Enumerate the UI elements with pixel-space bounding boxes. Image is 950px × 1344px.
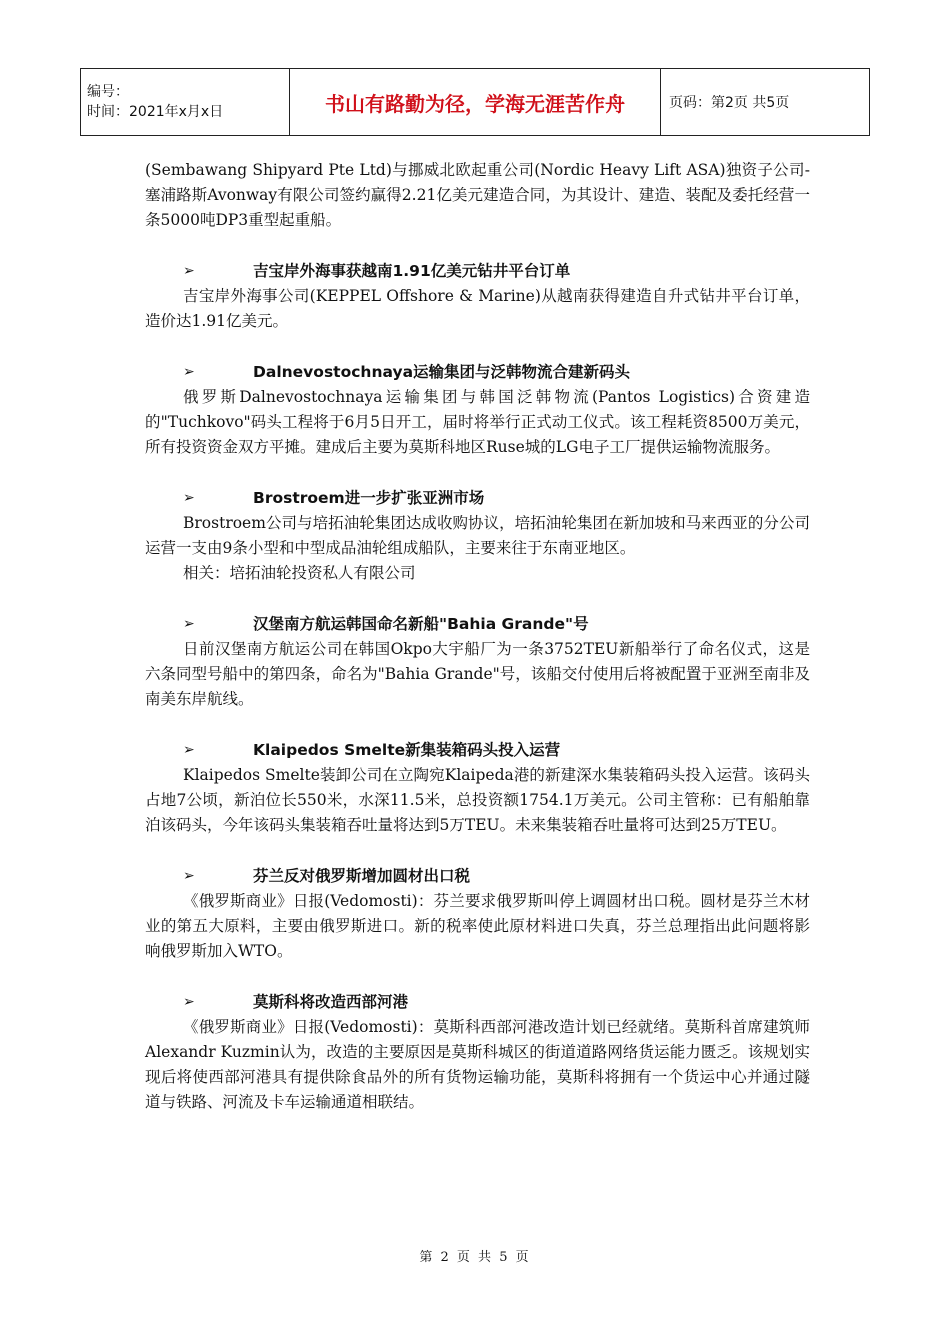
- arrow-bullet-icon: ➢: [183, 490, 195, 506]
- section-heading: [145, 738, 810, 763]
- header-motto: 书山有路勤为径，学海无涯苦作舟: [290, 69, 661, 136]
- news-section: [145, 612, 810, 712]
- arrow-bullet-icon: ➢: [183, 868, 195, 884]
- section-paragraph: 日前汉堡南方航运公司在韩国Okpo大宇船厂为一条3752TEU新船举行了命名仪式，这是六条同型号船中的第四条，命名为"Bahia Grande"号，该船交付使用后将被配置于亚洲至南非及南美东岸航线。: [145, 640, 810, 708]
- section-title: 莫斯科将改造西部河港: [253, 993, 409, 1011]
- arrow-bullet-icon: ➢: [183, 742, 195, 758]
- arrow-bullet-icon: ➢: [183, 616, 195, 632]
- section-paragraph: 《俄罗斯商业》日报(Vedomosti)：莫斯科西部河港改造计划已经就绪。莫斯科首席建筑师Alexandr Kuzmin认为，改造的主要原因是莫斯科城区的街道道路网络货运能力匮乏。该规划实现后将使西部河港具有提供除食品外的所有货物运输功能，莫斯科将拥有一个货运中心并通过隧道与铁路、河流及卡车运输通道相联结。: [145, 1018, 810, 1111]
- header-number-label: 编号：: [87, 84, 129, 100]
- section-heading: [145, 990, 810, 1015]
- section-title: Dalnevostochnaya运输集团与泛韩物流合建新码头: [253, 363, 631, 381]
- section-paragraph: Brostroem公司与培拓油轮集团达成收购协议，培拓油轮集团在新加坡和马来西亚的分公司运营一支由9条小型和中型成品油轮组成船队，主要来往于东南亚地区。: [145, 514, 810, 557]
- section-title: Brostroem进一步扩张亚洲市场: [253, 489, 485, 507]
- section-title: 吉宝岸外海事获越南1.91亿美元钻井平台订单: [253, 262, 571, 280]
- news-section: [145, 990, 810, 1115]
- section-heading: [145, 360, 810, 385]
- intro-paragraph: (Sembawang Shipyard Pte Ltd)与挪威北欧起重公司(Nordic Heavy Lift ASA)独资子公司-塞浦路斯Avonway有限公司签约赢得2.21亿美元建造合同，为其设计、建造、装配及委托经营一条5000吨DP3重型起重船。: [145, 161, 810, 229]
- section-title: Klaipedos Smelte新集装箱码头投入运营: [253, 741, 561, 759]
- section-paragraph: 相关：培拓油轮投资私人有限公司: [183, 564, 416, 582]
- news-section: [145, 738, 810, 838]
- section-heading: [145, 612, 810, 637]
- document-body: [145, 158, 810, 1115]
- news-section: [145, 486, 810, 586]
- news-section: [145, 864, 810, 964]
- arrow-bullet-icon: ➢: [183, 263, 195, 279]
- arrow-bullet-icon: ➢: [183, 364, 195, 380]
- section-paragraph: 俄罗斯Dalnevostochnaya运输集团与韩国泛韩物流(Pantos Logistics)合资建造的"Tuchkovo"码头工程将于6月5日开工，届时将举行正式动工仪式。该工程耗资8500万美元，所有投资资金双方平摊。建成后主要为莫斯科地区Ruse城的LG电子工厂提供运输物流服务。: [145, 388, 810, 456]
- section-heading: [145, 486, 810, 511]
- section-heading: [145, 864, 810, 889]
- arrow-bullet-icon: ➢: [183, 994, 195, 1010]
- news-section: [145, 259, 810, 334]
- section-heading: [145, 259, 810, 284]
- section-paragraph: 吉宝岸外海事公司(KEPPEL Offshore & Marine)从越南获得建造自升式钻井平台订单，造价达1.91亿美元。: [145, 287, 810, 330]
- header-meta: [81, 69, 290, 136]
- section-title: 汉堡南方航运韩国命名新船"Bahia Grande"号: [253, 615, 589, 633]
- header-page-info: 页码：第2页 共5页: [661, 69, 870, 136]
- page-footer: 第 2 页 共 5 页: [419, 1250, 531, 1265]
- news-sections: [145, 259, 810, 1115]
- news-section: [145, 360, 810, 460]
- section-paragraph: Klaipedos Smelte装卸公司在立陶宛Klaipeda港的新建深水集装箱码头投入运营。该码头占地7公顷，新泊位长550米，水深11.5米，总投资额1754.1万美元。公司主管称：已有船舶靠泊该码头，今年该码头集装箱吞吐量将达到5万TEU。未来集装箱吞吐量将可达到25万TEU。: [145, 766, 810, 834]
- header-time-label: 时间：2021年x月x日: [87, 104, 224, 120]
- page-header: [80, 68, 870, 136]
- section-title: 芬兰反对俄罗斯增加圆材出口税: [253, 867, 471, 885]
- section-paragraph: 《俄罗斯商业》日报(Vedomosti)：芬兰要求俄罗斯叫停上调圆材出口税。圆材是芬兰木材业的第五大原料，主要由俄罗斯进口。新的税率使此原材料进口失真，芬兰总理指出此问题将影响俄罗斯加入WTO。: [145, 892, 810, 960]
